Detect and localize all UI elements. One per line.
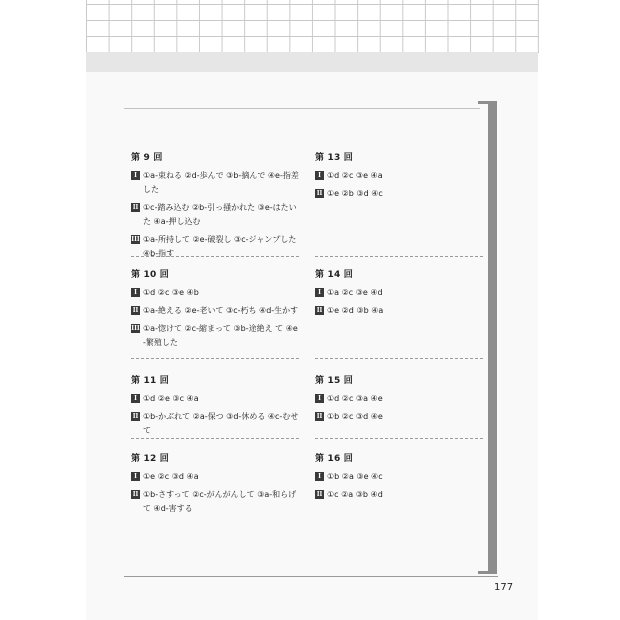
section-marker: II [316, 307, 323, 314]
section-divider [315, 438, 483, 439]
section-marker: I [131, 171, 140, 180]
answer-text: ①e ②d ③b ④a [327, 306, 384, 315]
session-title: 第 10 回 [131, 270, 169, 280]
session-10 [131, 267, 299, 354]
section-marker: II [132, 413, 139, 420]
answer-row [315, 304, 483, 318]
answer-row [131, 286, 299, 300]
section-divider [315, 256, 483, 257]
session-14 [315, 267, 483, 322]
answer-text: ①b ②a ③e ④c [327, 472, 383, 481]
answer-row [131, 410, 299, 438]
section-marker: I [131, 394, 140, 403]
answer-text: ①a-絶える ②e-老いて ③c-朽ち ④d-生かす [143, 306, 299, 315]
section-marker: II [132, 491, 139, 498]
section-divider [131, 358, 299, 359]
answer-row [315, 488, 483, 502]
bottom-rule [124, 576, 498, 577]
session-title: 第 12 回 [131, 454, 169, 464]
session-title: 第 15 回 [315, 376, 353, 386]
answer-text: ①b-さすって ②c-がんがんして ③a-和らげて ④d-害する [143, 490, 297, 513]
answer-row [315, 470, 483, 484]
grid-paper-header [86, 0, 539, 53]
answer-text: ①a-惚けて ②c-縮まって ③b-途絶え て ④e-繁殖した [143, 324, 298, 347]
section-marker: I [131, 472, 140, 481]
section-marker: III [131, 325, 140, 332]
answer-row [315, 187, 483, 201]
section-marker: II [132, 307, 139, 314]
section-marker: II [132, 204, 139, 211]
section-marker: I [315, 288, 324, 297]
answer-row [315, 392, 483, 406]
session-title: 第 11 回 [131, 376, 169, 386]
session-title: 第 16 回 [315, 454, 353, 464]
answer-row [131, 304, 299, 318]
answer-row [131, 488, 299, 516]
answer-text: ①d ②e ③c ④a [143, 394, 199, 403]
session-16 [315, 451, 483, 506]
answer-row [131, 322, 299, 350]
answer-text: ①b ②c ③d ④e [327, 412, 383, 421]
section-divider [131, 256, 299, 257]
top-rule [124, 108, 480, 109]
answer-text: ①a ②c ③e ④d [327, 288, 383, 297]
answer-text: ①b-かぶれて ②a-保つ ③d-休める ④c-むせて [143, 412, 299, 435]
session-title: 第 13 回 [315, 153, 353, 163]
session-15 [315, 373, 483, 428]
section-marker: II [316, 491, 323, 498]
section-marker: III [131, 236, 140, 243]
answer-text: ①a-束ねる ②d-歩んで ③b-摘んで ④e-指差した [143, 171, 299, 194]
page-number: 177 [494, 582, 514, 593]
page-bracket [488, 101, 497, 574]
answer-text: ①d ②c ③a ④e [327, 394, 383, 403]
answer-row [131, 169, 299, 197]
session-title: 第 9 回 [131, 153, 163, 163]
answer-row [131, 201, 299, 229]
answer-row [131, 470, 299, 484]
section-divider [131, 438, 299, 439]
session-13 [315, 150, 483, 205]
section-marker: I [315, 171, 324, 180]
answer-text: ①c-踏み込む ②b-引っ掻かれた ③e-はたいた ④a-押し込む [143, 203, 297, 226]
answer-text: ①e ②b ③d ④c [327, 189, 383, 198]
section-divider [315, 358, 483, 359]
page-bracket-bottom [478, 571, 497, 574]
section-marker: II [316, 413, 323, 420]
answer-row [315, 286, 483, 300]
answer-text: ①c ②a ③b ④d [327, 490, 383, 499]
session-11 [131, 373, 299, 442]
section-marker: I [315, 394, 324, 403]
answer-text: ①d ②c ③e ④a [327, 171, 383, 180]
section-marker: I [315, 472, 324, 481]
section-marker: I [131, 288, 140, 297]
answer-text: ①e ②c ③d ④a [143, 472, 199, 481]
page-edge-shadow [86, 52, 538, 72]
answer-row [131, 392, 299, 406]
section-marker: II [316, 190, 323, 197]
answer-text: ①a-所持して ②e-破裂し ③c-ジャンプした ④b-指す [143, 235, 297, 258]
session-title: 第 14 回 [315, 270, 353, 280]
answer-row [315, 169, 483, 183]
answer-text: ①d ②c ③e ④b [143, 288, 199, 297]
answer-row [315, 410, 483, 424]
session-9 [131, 150, 299, 265]
session-12 [131, 451, 299, 520]
